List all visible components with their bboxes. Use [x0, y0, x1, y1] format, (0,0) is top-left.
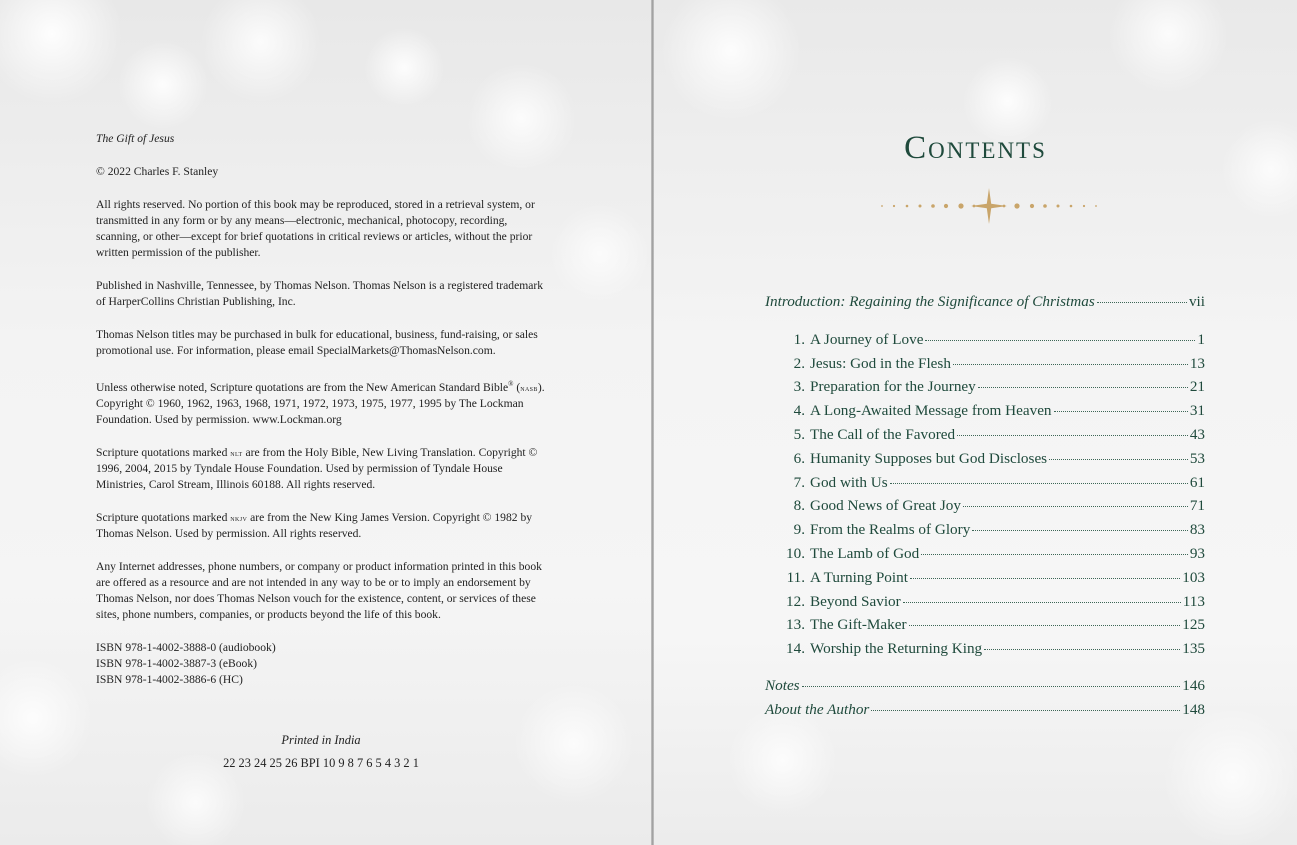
toc-leader	[925, 339, 1195, 341]
chapter-number: 6.	[793, 449, 805, 467]
toc-chapter-4[interactable]	[765, 402, 1205, 426]
toc-leader	[909, 624, 1181, 626]
toc-leader	[984, 648, 1180, 650]
chapter-page: 83	[1189, 521, 1205, 539]
toc-entry-title: Notes	[765, 676, 800, 694]
toc-leader	[1097, 301, 1187, 303]
star-ornament-icon	[879, 186, 1099, 226]
chapter-number: 10.	[786, 544, 805, 562]
chapter-page: 93	[1189, 544, 1205, 562]
contents-page	[654, 0, 1297, 845]
toc-notes[interactable]	[765, 677, 1205, 701]
toc-entry-title: Introduction: Regaining the Significance of Christmas	[765, 293, 1095, 310]
nasb-text-a: Unless otherwise noted, Scripture quotations are from the New American Standard Bible	[96, 380, 509, 394]
chapter-page: 125	[1182, 616, 1205, 634]
toc-page-number: 148	[1182, 700, 1205, 718]
toc-entry-title: About the Author	[765, 700, 870, 718]
toc-leader	[978, 386, 1188, 388]
chapter-title: Good News of Great Joy	[810, 497, 961, 515]
toc-leader	[1049, 458, 1188, 460]
chapter-number: 4.	[793, 402, 805, 420]
chapter-number: 1.	[793, 330, 805, 348]
nkjv-paragraph	[96, 510, 546, 542]
chapter-number: 12.	[786, 592, 805, 610]
chapter-number: 14.	[786, 640, 805, 658]
chapter-page: 61	[1189, 473, 1205, 491]
bulk-paragraph: Thomas Nelson titles may be purchased in bulk for educational, business, fund-raising, or sales promotional use. For information, please email SpecialMarkets@ThomasNelson.com.	[96, 328, 538, 357]
chapter-number: 5.	[793, 425, 805, 443]
isbn-list	[96, 640, 546, 688]
chapter-title: The Gift-Maker	[810, 616, 907, 634]
chapter-title: God with Us	[810, 473, 888, 491]
toc-chapter-8[interactable]	[765, 497, 1205, 521]
toc-chapter-10[interactable]	[765, 545, 1205, 569]
chapter-title: Preparation for the Journey	[810, 378, 976, 396]
nasb-paragraph: Unless otherwise noted, Scripture quotations are from the New American Standard Bible® (nasb). Copyright © 1960, 1962, 1963, 1968, 1971, 1972, 1973, 1975, 1977, 1995 by The Lockman Foundation. Used by permission. www.Lockman.org	[96, 380, 545, 426]
toc-leader	[921, 553, 1188, 555]
printing-info	[96, 733, 546, 771]
chapter-title: Humanity Supposes but God Discloses	[810, 449, 1048, 467]
isbn-audiobook: ISBN 978-1-4002-3888-0 (audiobook)	[96, 640, 276, 654]
chapter-title: Worship the Returning King	[810, 640, 983, 658]
isbn-hc: ISBN 978-1-4002-3886-6 (HC)	[96, 672, 243, 686]
chapter-title: From the Realms of Glory	[810, 521, 971, 539]
chapter-page: 53	[1189, 449, 1205, 467]
chapter-page: 21	[1189, 378, 1205, 396]
nkjv-text-b: are from the New King James Version. Copyright © 1982 by Thomas Nelson. Used by permission. All rights reserved.	[96, 510, 533, 540]
printed-in: Printed in India	[281, 733, 361, 747]
chapter-page: 13	[1189, 354, 1205, 372]
internet-paragraph: Any Internet addresses, phone numbers, or company or product information printed in this book are offered as a resource and are not intended in any way to be or to imply an endorsement by Thomas Nelson, nor does Thomas Nelson vouch for the existence, content, or services of these sites, phone numbers, companies, or products beyond the life of this book.	[96, 559, 542, 621]
nasb-abbr: nasb	[520, 382, 538, 393]
toc-chapter-14[interactable]	[765, 640, 1205, 664]
toc-leader	[1054, 410, 1188, 412]
copyright-text	[96, 131, 546, 688]
toc-about-the-author[interactable]	[765, 701, 1205, 725]
chapter-number: 8.	[793, 497, 805, 515]
chapter-number: 13.	[786, 616, 805, 634]
nlt-text-b: are from the Holy Bible, New Living Translation. Copyright © 1996, 2004, 2015 by Tyndale House Foundation. Used by permission of Tyndale House Ministries, Carol Stream, Illinois 60188. All rights reserved.	[96, 445, 538, 491]
chapter-title: Beyond Savior	[810, 592, 901, 610]
toc-leader	[953, 363, 1188, 365]
toc-chapter-6[interactable]	[765, 450, 1205, 474]
chapter-page: 71	[1189, 497, 1205, 515]
chapter-number: 3.	[793, 378, 805, 396]
toc-chapter-9[interactable]	[765, 521, 1205, 545]
chapter-page: 43	[1189, 425, 1205, 443]
chapter-title: A Journey of Love	[810, 330, 924, 348]
toc-leader	[890, 482, 1188, 484]
toc-chapter-13[interactable]	[765, 616, 1205, 640]
toc-chapter-12[interactable]	[765, 593, 1205, 617]
chapter-page: 1	[1197, 330, 1205, 348]
rights-paragraph: All rights reserved. No portion of this book may be reproduced, stored in a retrieval system, or transmitted in any form or by any means—electronic, mechanical, photocopy, recording, scanning, or other—except for brief quotations in critical reviews or articles, without the prior written permission of the publisher.	[96, 198, 535, 259]
copyright-line: © 2022 Charles F. Stanley	[96, 165, 219, 178]
nlt-text-a: Scripture quotations marked	[96, 445, 231, 459]
toc-page-number: vii	[1188, 293, 1205, 310]
isbn-ebook: ISBN 978-1-4002-3887-3 (eBook)	[96, 656, 258, 670]
chapter-page: 31	[1189, 402, 1205, 420]
nkjv-text-a: Scripture quotations marked	[96, 510, 231, 524]
chapter-page: 135	[1182, 640, 1205, 658]
nkjv-abbr: nkjv	[230, 512, 248, 523]
toc-leader	[871, 709, 1180, 711]
toc-leader	[957, 434, 1188, 436]
nlt-paragraph	[96, 445, 546, 493]
chapter-title: Jesus: God in the Flesh	[810, 354, 951, 372]
chapter-title: A Long-Awaited Message from Heaven	[810, 402, 1052, 420]
toc-chapter-11[interactable]	[765, 569, 1205, 593]
published-paragraph: Published in Nashville, Tennessee, by Thomas Nelson. Thomas Nelson is a registered trademark of HarperCollins Christian Publishing, Inc.	[96, 279, 544, 308]
chapter-number: 2.	[793, 354, 805, 372]
chapter-page: 103	[1182, 568, 1205, 586]
toc-leader	[963, 505, 1188, 507]
toc-introduction[interactable]	[765, 293, 1205, 317]
toc-chapter-1[interactable]	[765, 331, 1205, 355]
chapter-number: 7.	[793, 473, 805, 491]
toc-chapter-5[interactable]	[765, 426, 1205, 450]
nasb-text-b: . Copyright © 1960, 1962, 1963, 1968, 1971, 1972, 1973, 1975, 1977, 1995 by The Lockman Foundation. Used by permission. www.Lockman.org	[96, 380, 545, 426]
chapter-title: The Lamb of God	[810, 544, 920, 562]
contents-heading: Contents	[904, 130, 1047, 166]
toc-leader	[910, 577, 1180, 579]
chapter-number: 11.	[786, 568, 805, 586]
nlt-abbr: nlt	[230, 447, 243, 458]
toc-chapter-7[interactable]	[765, 474, 1205, 498]
table-of-contents	[765, 293, 1205, 725]
toc-chapter-2[interactable]	[765, 355, 1205, 379]
book-title: The Gift of Jesus	[96, 132, 175, 145]
chapter-title: A Turning Point	[810, 568, 908, 586]
chapter-page: 113	[1182, 592, 1205, 610]
toc-leader	[802, 685, 1181, 687]
chapter-title: The Call of the Favored	[810, 425, 956, 443]
toc-page-number: 146	[1182, 676, 1205, 694]
toc-leader	[903, 601, 1181, 603]
toc-chapter-3[interactable]	[765, 378, 1205, 402]
print-line: 22 23 24 25 26 BPI 10 9 8 7 6 5 4 3 2 1	[223, 756, 419, 770]
chapter-number: 9.	[793, 521, 805, 539]
toc-leader	[972, 529, 1188, 531]
